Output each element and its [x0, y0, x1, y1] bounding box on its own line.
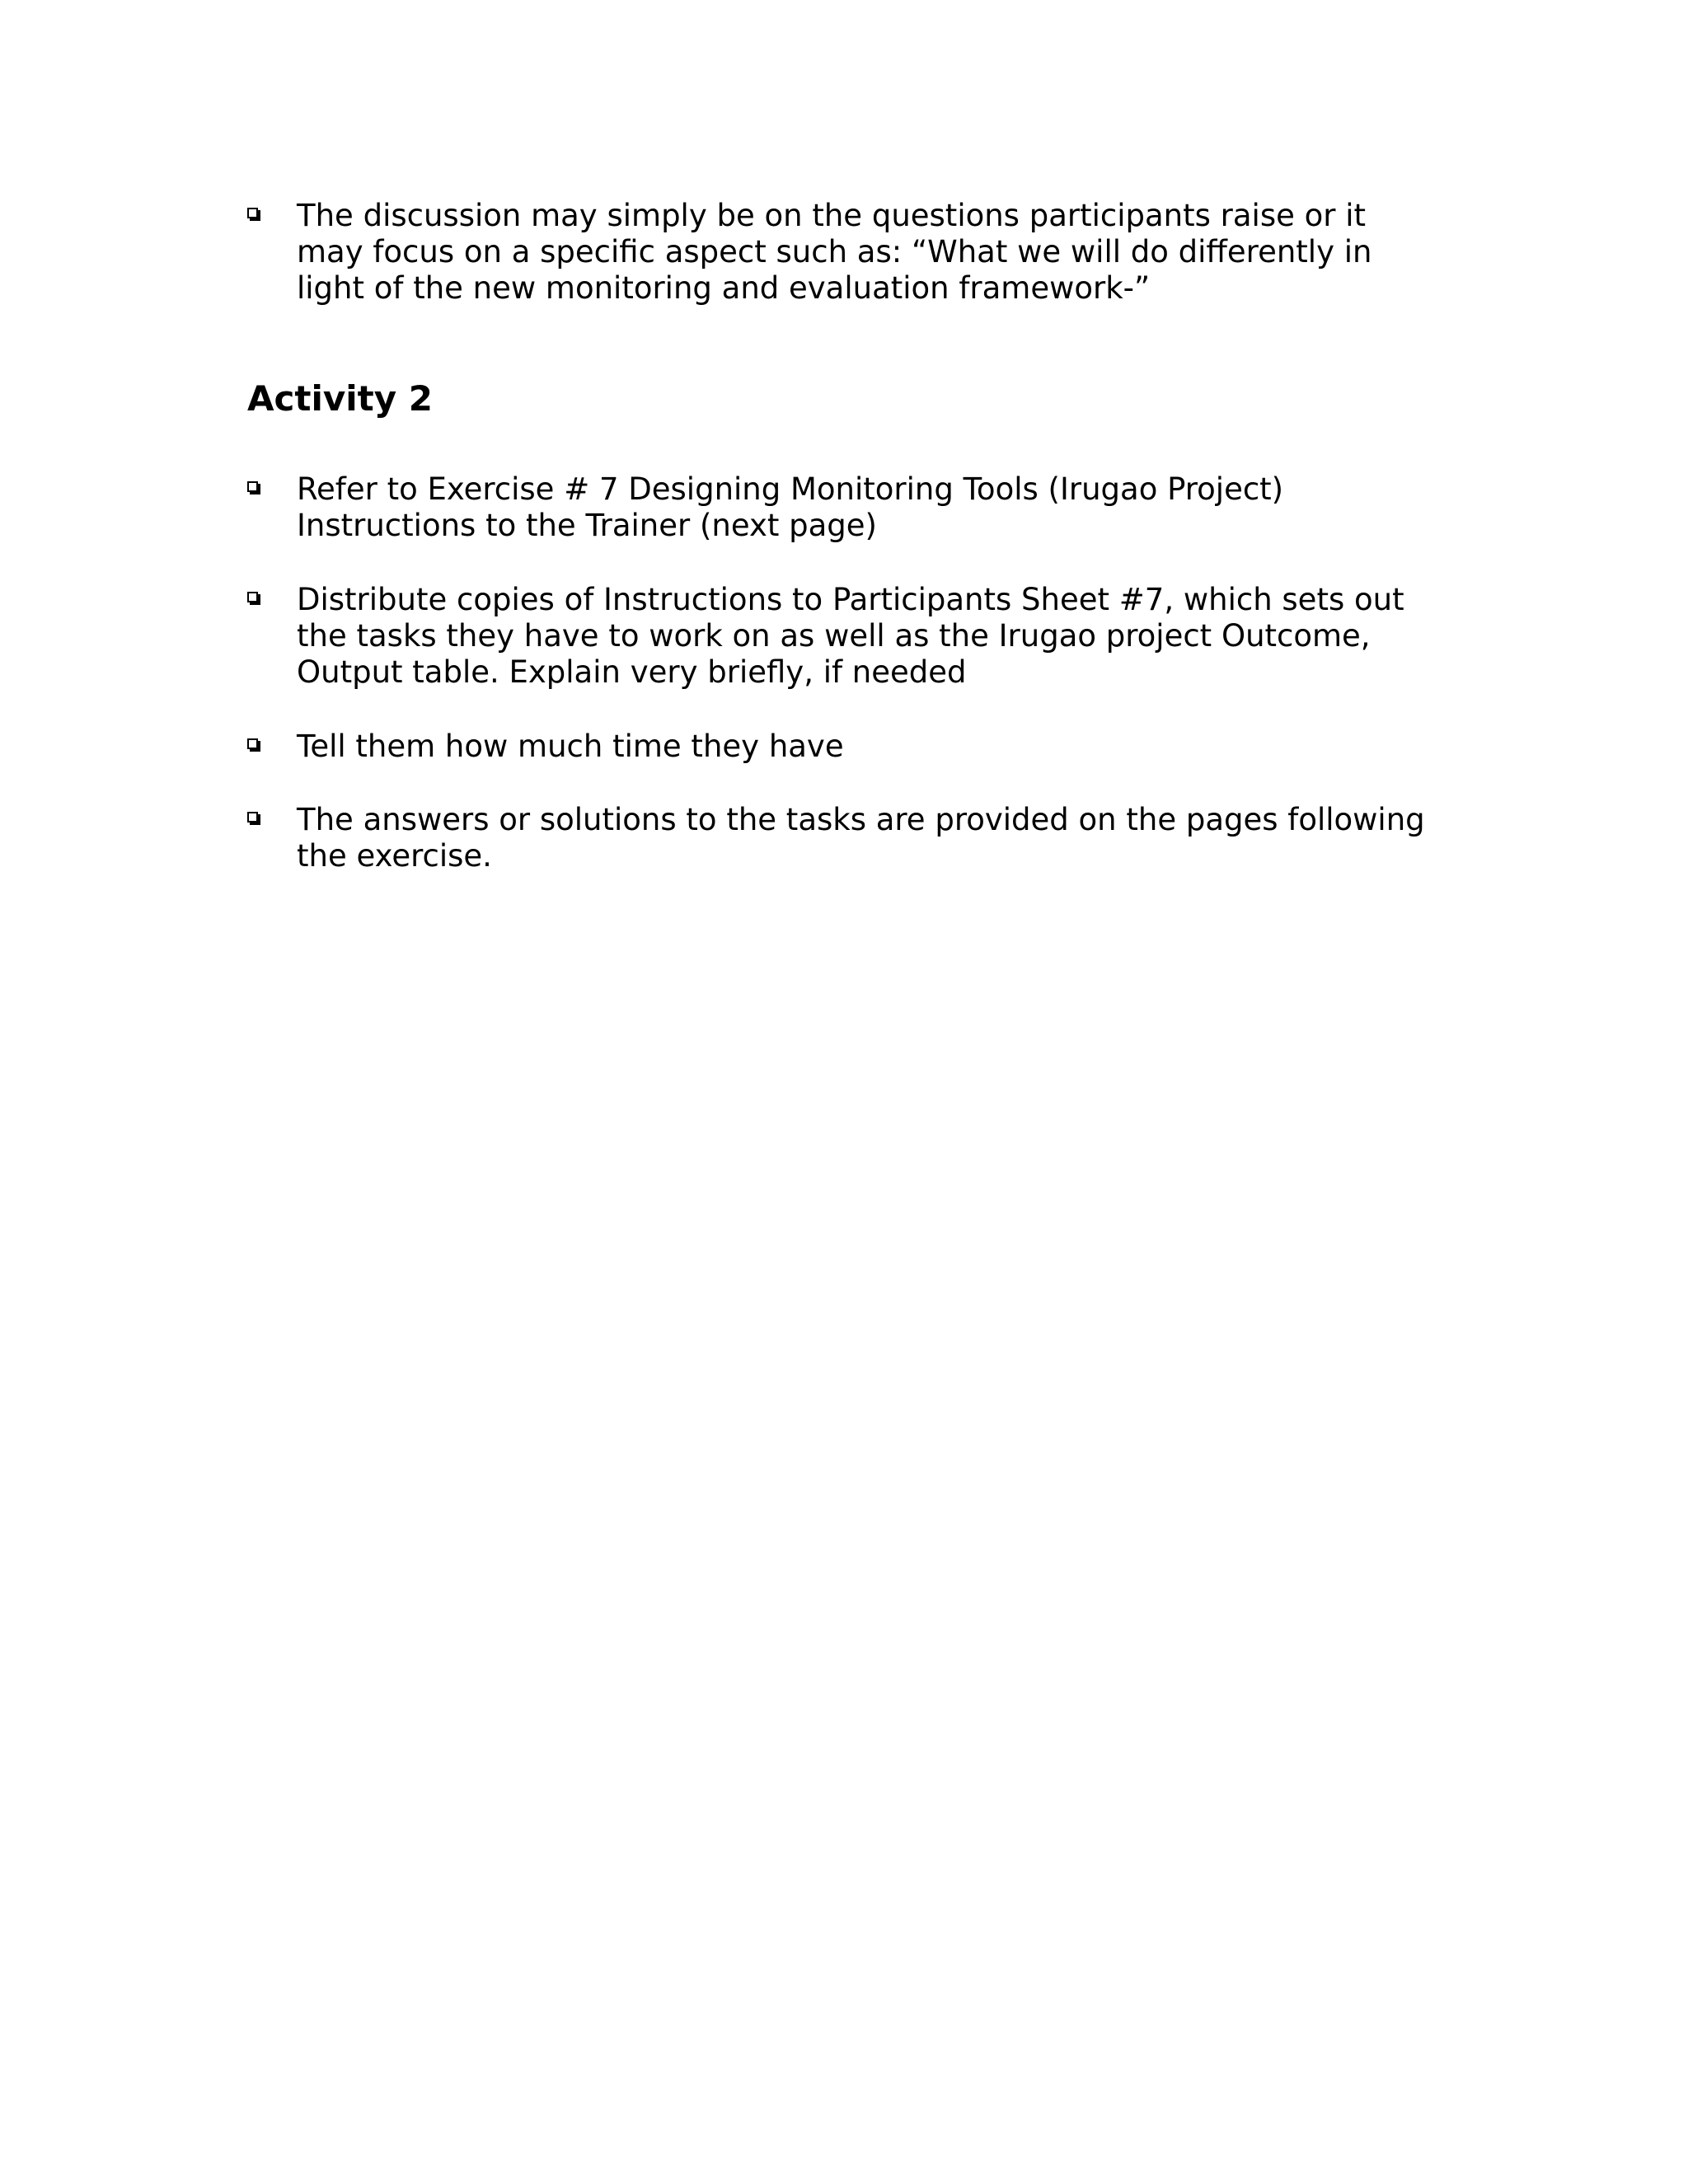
bullet-text: Tell them how much time they have [297, 729, 844, 764]
bullet-text: The discussion may simply be on the questions participants raise or it may focus on a specific aspect such as: “What we will do differently in light of the new monitoring and evaluation framework-” [297, 198, 1372, 306]
bullet-text: Distribute copies of Instructions to Participants Sheet #7, which sets out the tasks they have to work on as well as the Irugao project Outcome, Output table. Explain very briefly, if needed [297, 582, 1404, 690]
bullet-text: The answers or solutions to the tasks are provided on the pages following the exercise. [297, 802, 1425, 874]
bullet-text: Refer to Exercise # 7 Designing Monitoring Tools (Irugao Project) Instructions to the Trainer (next page) [297, 471, 1284, 543]
checkbox-bullet-icon [247, 592, 258, 602]
checkbox-bullet-icon [247, 812, 258, 823]
section-heading-activity: Activity 2 [247, 378, 433, 419]
checkbox-bullet-icon [247, 208, 258, 218]
checkbox-bullet-icon [247, 481, 258, 492]
checkbox-bullet-icon [247, 738, 258, 749]
